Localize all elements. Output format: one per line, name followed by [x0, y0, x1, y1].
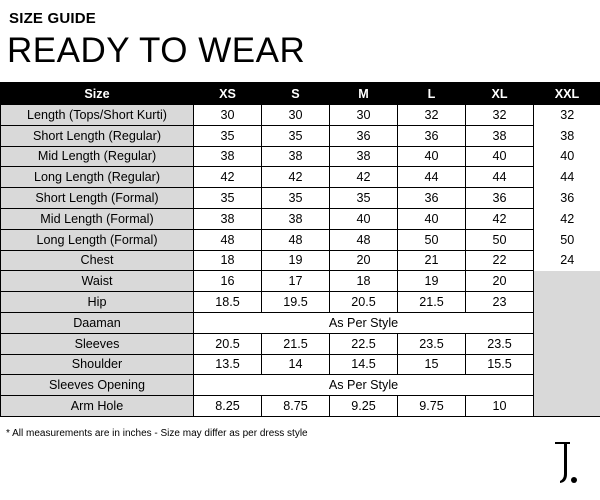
table-cell: 18.5	[194, 292, 262, 313]
table-cell: 50	[466, 229, 534, 250]
table-cell: 48	[194, 229, 262, 250]
table-cell: 36	[330, 125, 398, 146]
table-cell: 50	[398, 229, 466, 250]
row-label: Mid Length (Regular)	[1, 146, 194, 167]
table-cell: 40	[398, 146, 466, 167]
empty-cell	[534, 312, 600, 333]
empty-cell	[534, 271, 600, 292]
row-label: Mid Length (Formal)	[1, 208, 194, 229]
table-cell: 50	[534, 229, 600, 250]
table-cell: 36	[398, 125, 466, 146]
table-cell: 30	[330, 105, 398, 126]
table-cell: 21.5	[398, 292, 466, 313]
row-label: Short Length (Formal)	[1, 188, 194, 209]
size-table	[0, 82, 600, 417]
header-xxl: XXL	[534, 83, 600, 105]
table-cell: 15	[398, 354, 466, 375]
table-cell: 19	[398, 271, 466, 292]
table-cell: 23.5	[398, 333, 466, 354]
table-cell: 20	[466, 271, 534, 292]
table-cell: 35	[262, 125, 330, 146]
table-cell: 30	[194, 105, 262, 126]
table-cell: 15.5	[466, 354, 534, 375]
table-cell: 42	[330, 167, 398, 188]
header-l: L	[398, 83, 466, 105]
table-cell: 23.5	[466, 333, 534, 354]
table-cell: 48	[262, 229, 330, 250]
row-label: Short Length (Regular)	[1, 125, 194, 146]
table-row	[1, 208, 600, 229]
table-row	[1, 146, 600, 167]
empty-cell	[534, 354, 600, 375]
table-row	[1, 125, 600, 146]
table-row	[1, 167, 600, 188]
table-row	[1, 375, 600, 396]
table-cell: 38	[330, 146, 398, 167]
table-cell: 32	[534, 105, 600, 126]
table-row	[1, 396, 600, 417]
row-label: Hip	[1, 292, 194, 313]
table-cell: 22.5	[330, 333, 398, 354]
row-label: Daaman	[1, 312, 194, 333]
table-cell: 42	[262, 167, 330, 188]
table-cell: 38	[534, 125, 600, 146]
row-label: Long Length (Regular)	[1, 167, 194, 188]
empty-cell	[534, 396, 600, 417]
table-cell: 19	[262, 250, 330, 271]
table-cell: 30	[262, 105, 330, 126]
table-cell: 23	[466, 292, 534, 313]
table-cell: 10	[466, 396, 534, 417]
row-label: Sleeves	[1, 333, 194, 354]
table-row	[1, 354, 600, 375]
table-cell: 20.5	[330, 292, 398, 313]
row-label: Waist	[1, 271, 194, 292]
row-label: Chest	[1, 250, 194, 271]
merged-cell: As Per Style	[194, 375, 534, 396]
table-row	[1, 229, 600, 250]
size-guide-label: SIZE GUIDE	[9, 10, 97, 27]
table-cell: 38	[262, 146, 330, 167]
table-cell: 32	[466, 105, 534, 126]
table-cell: 40	[534, 146, 600, 167]
table-cell: 24	[534, 250, 600, 271]
row-label: Sleeves Opening	[1, 375, 194, 396]
table-cell: 20.5	[194, 333, 262, 354]
table-row	[1, 188, 600, 209]
table-cell: 36	[466, 188, 534, 209]
table-cell: 42	[534, 208, 600, 229]
table-cell: 18	[194, 250, 262, 271]
table-row	[1, 250, 600, 271]
table-cell: 44	[534, 167, 600, 188]
table-cell: 14.5	[330, 354, 398, 375]
table-cell: 44	[398, 167, 466, 188]
table-cell: 44	[466, 167, 534, 188]
merged-cell: As Per Style	[194, 312, 534, 333]
row-label: Length (Tops/Short Kurti)	[1, 105, 194, 126]
table-cell: 21.5	[262, 333, 330, 354]
table-cell: 35	[330, 188, 398, 209]
header-xs: XS	[194, 83, 262, 105]
table-cell: 21	[398, 250, 466, 271]
table-cell: 20	[330, 250, 398, 271]
table-row	[1, 333, 600, 354]
table-cell: 35	[194, 188, 262, 209]
footnote: * All measurements are in inches - Size may differ as per dress style	[6, 428, 308, 439]
table-row	[1, 271, 600, 292]
table-cell: 8.25	[194, 396, 262, 417]
size-header-row	[1, 83, 600, 105]
table-cell: 40	[398, 208, 466, 229]
table-cell: 40	[466, 146, 534, 167]
header-size: Size	[1, 83, 194, 105]
empty-cell	[534, 333, 600, 354]
table-cell: 42	[466, 208, 534, 229]
table-cell: 17	[262, 271, 330, 292]
table-cell: 38	[194, 146, 262, 167]
table-cell: 38	[466, 125, 534, 146]
table-cell: 9.75	[398, 396, 466, 417]
brand-logo	[546, 438, 580, 486]
table-row	[1, 105, 600, 126]
table-row	[1, 292, 600, 313]
table-cell: 13.5	[194, 354, 262, 375]
row-label: Shoulder	[1, 354, 194, 375]
table-cell: 8.75	[262, 396, 330, 417]
header-m: M	[330, 83, 398, 105]
table-cell: 48	[330, 229, 398, 250]
table-cell: 16	[194, 271, 262, 292]
table-cell: 38	[262, 208, 330, 229]
table-cell: 42	[194, 167, 262, 188]
table-cell: 38	[194, 208, 262, 229]
table-cell: 36	[534, 188, 600, 209]
table-cell: 19.5	[262, 292, 330, 313]
empty-cell	[534, 375, 600, 396]
table-row	[1, 312, 600, 333]
header-s: S	[262, 83, 330, 105]
row-label: Arm Hole	[1, 396, 194, 417]
header-xl: XL	[466, 83, 534, 105]
page-title: READY TO WEAR	[7, 31, 306, 70]
table-cell: 18	[330, 271, 398, 292]
row-label: Long Length (Formal)	[1, 229, 194, 250]
table-cell: 35	[262, 188, 330, 209]
table-cell: 35	[194, 125, 262, 146]
table-cell: 36	[398, 188, 466, 209]
table-cell: 14	[262, 354, 330, 375]
table-cell: 22	[466, 250, 534, 271]
empty-cell	[534, 292, 600, 313]
table-cell: 9.25	[330, 396, 398, 417]
table-cell: 32	[398, 105, 466, 126]
table-cell: 40	[330, 208, 398, 229]
